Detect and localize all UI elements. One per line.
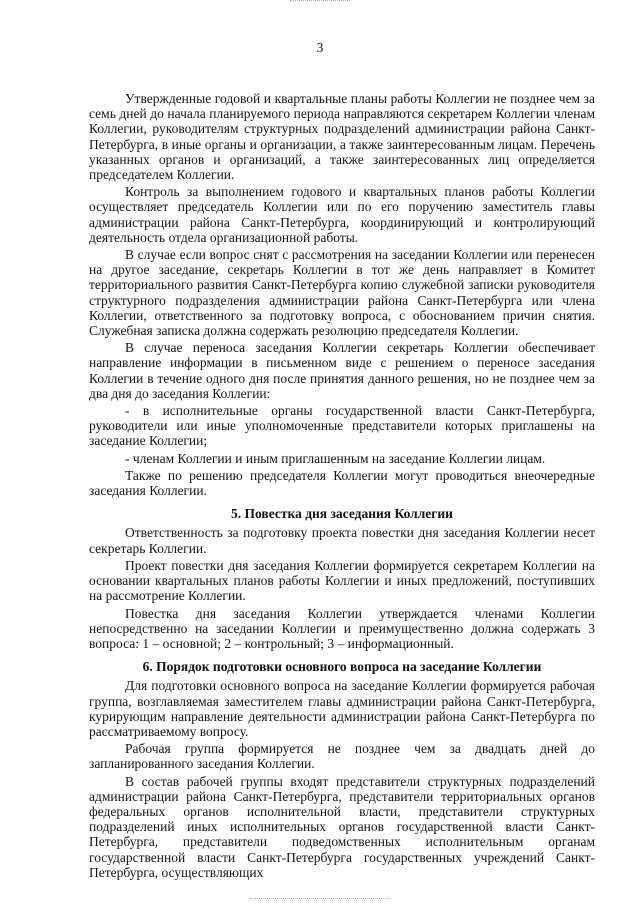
scan-artifact-bottom	[250, 898, 390, 901]
paragraph: Рабочая группа формируется не позднее чем за двадцать дней до запланированного заседания Коллегии.	[89, 741, 595, 772]
paragraph: В случае переноса заседания Коллегии секретарь Коллегии обеспечивает направление информации в письменном виде с решением о переносе заседания Коллегии в течение одного дня после принятия данного решения, но не позднее чем за два дня до заседания Коллегии:	[89, 340, 595, 401]
paragraph: Контроль за выполнением годового и квартальных планов работы Коллегии осуществляет председатель Коллегии или по его поручению заместитель главы администрации района Санкт-Петербурга, координирующий и контролирующий деятельность отдела организационной работы.	[89, 184, 595, 245]
paragraph: В случае если вопрос снят с рассмотрения на заседании Коллегии или перенесен на другое заседание, секретарь Коллегии в тот же день направляет в Комитет территориального развития Санкт-Петербурга копию служебной записки руководителя структурного подразделения администрации района Санкт-Петербурга или члена Коллегии, ответственного за подготовку вопроса, с обоснованием причин снятия. Служебная записка должна содержать резолюцию председателя Коллегии.	[89, 247, 595, 339]
paragraph: В состав рабочей группы входят представители структурных подразделений администрации района Санкт-Петербурга, представители территориальных органов федеральных органов исполнительной власти, представители структурных подразделений иных исполнительных органов государственной власти Санкт-Петербурга, представители подведомственных исполнительным органам государственной власти Санкт-Петербурга государственных учреждений Санкт-Петербурга, осуществляющих	[89, 773, 595, 880]
page-number: 3	[316, 40, 324, 55]
list-item: - в исполнительные органы государственной власти Санкт-Петербурга, руководители или иные уполномоченные представители которых приглашены на заседание Коллегии;	[89, 403, 595, 449]
paragraph: Также по решению председателя Коллегии могут проводиться внеочередные заседания Коллегии.	[89, 467, 595, 499]
section-6-heading: 6. Порядок подготовки основного вопроса на заседание Коллегии	[142, 659, 542, 675]
document-body	[89, 91, 595, 882]
paragraph: Утвержденные годовой и квартальные планы работы Коллегии не позднее чем за семь дней до начала планируемого периода направляются секретарем Коллегии членам Коллегии, руководителям структурных подразделений администрации района Санкт-Петербурга, в иные органы и организации, а также заинтересованным лицам. Перечень указанных органов и организаций, а также заинтересованных лиц определяется председателем Коллегии.	[89, 91, 595, 183]
list-item: - членам Коллегии и иным приглашенным на заседание Коллегии лицам.	[125, 450, 546, 466]
paragraph: Повестка дня заседания Коллегии утверждается членами Коллегии непосредственно на заседании Коллегии и преимущественно должна содержать 3 вопроса: 1 – основной; 2 – контрольный; 3 – информационный.	[89, 605, 595, 651]
scan-artifact-top	[290, 0, 350, 3]
paragraph: Проект повестки дня заседания Коллегии формируется секретарем Коллегии на основании квартальных планов работы Коллегии и иных предложений, поступивших на рассмотрение Коллегии.	[89, 557, 595, 604]
section-5-heading: 5. Повестка дня заседания Коллегии	[231, 506, 453, 522]
paragraph: Для подготовки основного вопроса на заседание Коллегии формируется рабочая группа, возглавляемая заместителем главы администрации района Санкт-Петербурга, курирующим направление деятельности администрации района Санкт-Петербурга по рассматриваемому вопросу.	[89, 678, 595, 739]
paragraph: Ответственность за подготовку проекта повестки дня заседания Коллегии несет секретарь Коллегии.	[89, 525, 595, 556]
